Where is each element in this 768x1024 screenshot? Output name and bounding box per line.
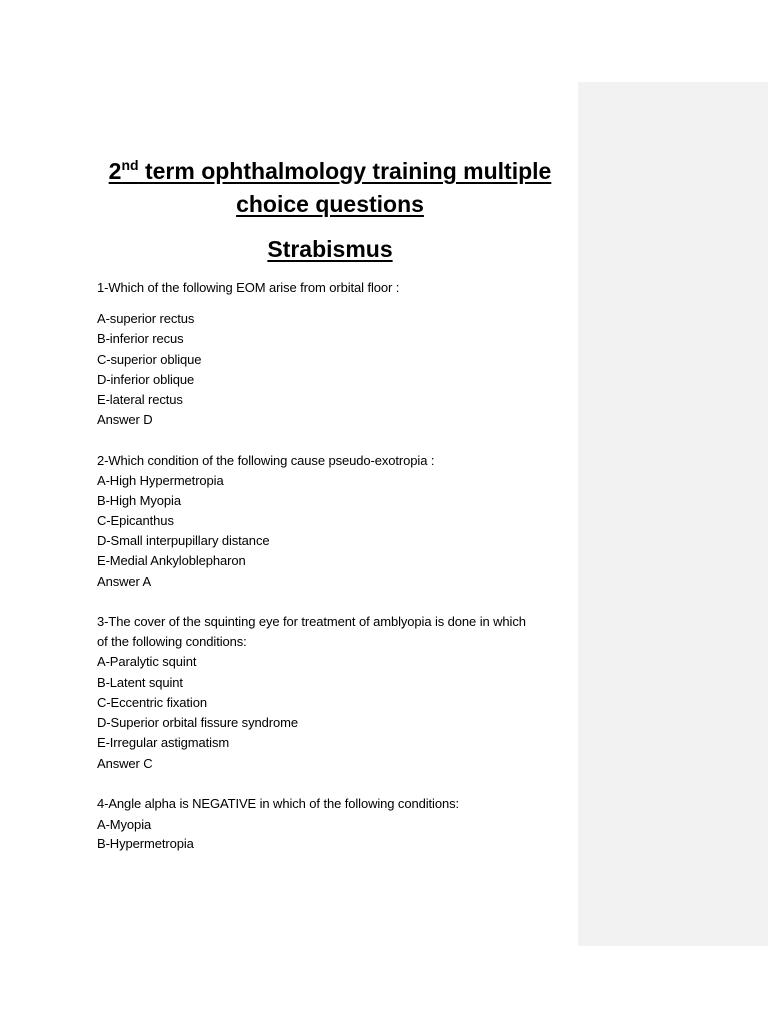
question-3-option-e: E-Irregular astigmatism — [97, 735, 230, 750]
question-3-option-b: B-Latent squint — [97, 675, 183, 690]
question-2-option-b: B-High Myopia — [97, 493, 181, 508]
comment-margin-pane — [578, 82, 768, 946]
question-1-option-d: D-inferior oblique — [97, 372, 195, 387]
document-title-line-1 — [90, 158, 570, 183]
question-2-option-d: D-Small interpupillary distance — [97, 533, 270, 548]
question-4-text: 4-Angle alpha is NEGATIVE in which of the following conditions: — [97, 796, 459, 811]
question-3-text-line-2: of the following conditions: — [97, 634, 247, 649]
question-1-option-e: E-lateral rectus — [97, 392, 183, 407]
question-2-option-a: A-High Hypermetropia — [97, 473, 224, 488]
question-3-option-a: A-Paralytic squint — [97, 654, 197, 669]
question-4-option-b: B-Hypermetropia — [97, 836, 194, 851]
question-2-option-e: E-Medial Ankyloblepharon — [97, 553, 246, 568]
question-1-option-b: B-inferior recus — [97, 331, 184, 346]
question-3-answer: Answer C — [97, 756, 153, 771]
question-1-text: 1-Which of the following EOM arise from orbital floor : — [97, 280, 400, 295]
question-3-text-line-1: 3-The cover of the squinting eye for treatment of amblyopia is done in which — [97, 614, 526, 629]
question-2-option-c: C-Epicanthus — [97, 513, 174, 528]
title-superscript: nd — [121, 157, 139, 173]
question-2-answer: Answer A — [97, 574, 152, 589]
question-4-option-a: A-Myopia — [97, 817, 152, 832]
title-text: term ophthalmology training multiple — [138, 158, 552, 184]
question-1-answer: Answer D — [97, 412, 153, 427]
question-2-text: 2-Which condition of the following cause pseudo-exotropia : — [97, 453, 435, 468]
question-3-option-c: C-Eccentric fixation — [97, 695, 207, 710]
question-1-option-a: A-superior rectus — [97, 311, 195, 326]
document-title-line-2: choice questions — [236, 191, 424, 217]
question-3-option-d: D-Superior orbital fissure syndrome — [97, 715, 298, 730]
section-heading: Strabismus — [267, 236, 393, 262]
title-number: 2 — [108, 158, 122, 184]
question-1-option-c: C-superior oblique — [97, 352, 202, 367]
